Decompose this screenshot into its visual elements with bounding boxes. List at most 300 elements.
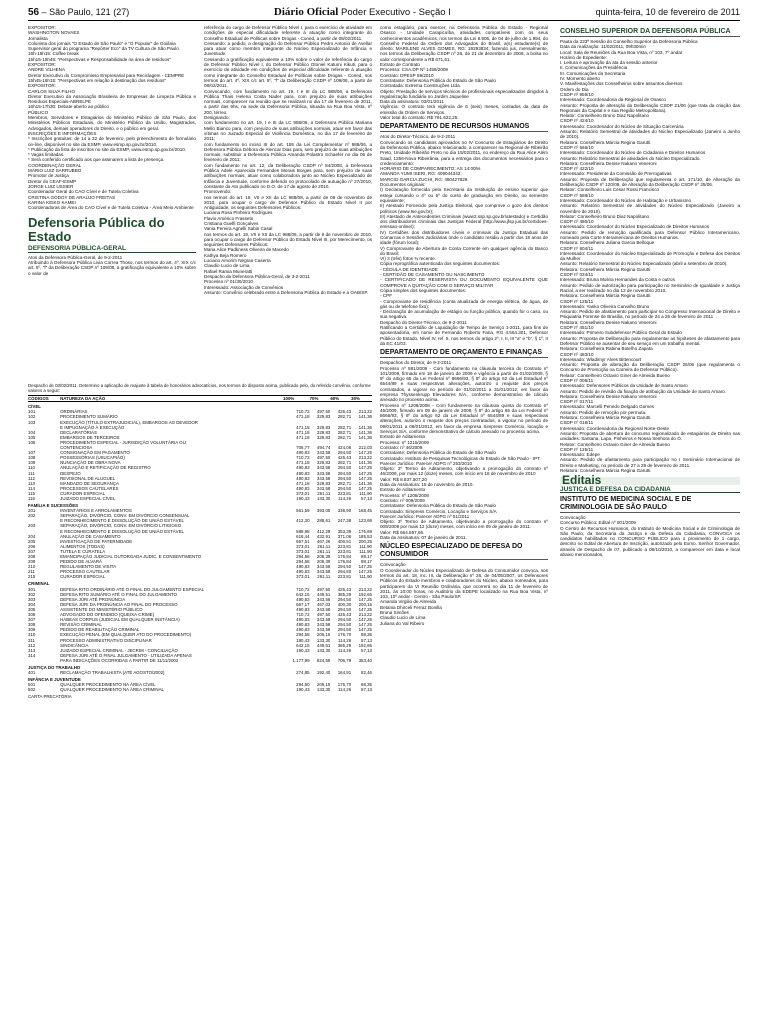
- col1-line: Coordenador Geral do CAO Cível e de Tutela Coletiva: [28, 189, 139, 195]
- table-cell: 424,06: [337, 445, 352, 451]
- col1-line: 15h15-15h45: "Perspectivas e Responsabilidade na área de resíduos": [28, 56, 171, 62]
- table-cell: 82,46: [361, 670, 372, 676]
- conselho-line: Relatora: Conselheira Márcia Regina Garutti: [560, 139, 651, 145]
- table-cell: 311: [28, 637, 35, 643]
- rh-line: Atos do Diretor-Técnico, de 9-2-2011: [380, 134, 456, 140]
- page-header: [28, 6, 740, 21]
- col2-line: Luciana Rosa Pinheiro Rodrigues: [204, 210, 273, 216]
- rh-section-title: DEPARTAMENTO DE RECURSOS HUMANOS: [380, 123, 548, 132]
- table-category: INFÂNCIA E JUVENTUDE: [28, 677, 81, 683]
- table-cell: 88,17: [361, 559, 372, 565]
- orc-line: Contratado: Instituto de Pesquisas Tecnológicas do Estado de São Paulo - IPT: [380, 455, 541, 461]
- table-cell: 710,72: [296, 612, 310, 618]
- col1-line: Diretor Executivo da Associação Brasileira de Empresas de Limpeza Pública e Resíduos Especiais-ABRELPE: [28, 93, 196, 105]
- col3-line: Data da assinatura: 03/01/2011: [380, 99, 444, 105]
- conselho-line: Interessado: Primeiro Subdefensor Público Geral do Estado: [560, 330, 682, 336]
- table-cell: 329,83: [316, 414, 331, 420]
- conselho-line: Relatora: Conselheira Denise Nakano Veneroni: [560, 160, 657, 166]
- table-cell: 353,40: [358, 657, 372, 663]
- table-header-cell: 70%: [310, 396, 331, 402]
- table-cell: EXECUÇÃO (TÍTULO EXTRAJUDICIAL), EMBARGOS AO DEVEDOR: [60, 419, 198, 425]
- table-cell: 190,43: [296, 495, 310, 501]
- header-center: [274, 6, 451, 18]
- conselho-line: Relator: Conselheiro Octavio Giner de Almeida Bueno: [560, 441, 670, 447]
- col1-line: Jornalista: [28, 35, 48, 41]
- conselho-line: Assunto: Pedido de remoção qualificada para Defensor Público Interamericano, nomeado pela Corte Interamericana de Direitos Humanos.: [560, 229, 740, 240]
- table-cell: 147,25: [358, 485, 372, 491]
- table-cell: 490,83: [296, 485, 310, 491]
- conselho-line: Assunto: Relatório Semestral do Núcleo Especializado (abril a setembro de 2010).: [560, 261, 728, 267]
- conselho-line: Interessado: Edepe: [560, 452, 600, 458]
- col2-line: Kathya Beja Romero: [204, 252, 247, 258]
- table-intro: Despacho de 03/02/2011. Determino a aplicação de reajuste à tabela de honorários advocatícios, nos termos do disposto acima, publicado pelo, do referido convênio, conforme valores a seguir:: [28, 383, 371, 394]
- defensoria-subtitle: DEFENSORIA PÚBLICA-GERAL: [28, 246, 196, 252]
- table-cell: 706,79: [337, 657, 352, 663]
- col1-tail-line: Atribuindo à Defensora Pública Livia Correa Thoso, nos termos do art. 4º, XIX c/c art. 5º, "f" da Deliberação CSDP nº 109/08, a gratificação equivalente a 10% sobre o valor de: [28, 259, 196, 276]
- table-cell: MANDADO DE SEGURANÇA: [60, 480, 119, 486]
- table-cell: 308: [28, 622, 36, 628]
- rh-line: VI) 3 (três) fotos ¾ recente.: [380, 256, 436, 262]
- rh-line: Documentos originais:: [380, 182, 426, 188]
- rh-line: Ratificando a Certidão de Liquidação de Tempo de Serviço 1-2011, para fins de aposentadoria, em nome de Fernando Roberto Faria, RG 4.564.301, Defensor Público do Estado, Nível IV, ref. 5, nos termos do artigo 2º, I, II, III "a" e "b", § 1º, II da EC 41/03.: [380, 325, 548, 346]
- table-cell: 329,83: [316, 429, 331, 435]
- table-cell: 309: [28, 627, 36, 633]
- col1-line: ANDRE VILHENA: [28, 67, 66, 73]
- col2-line: Vania Pereira Agnelli Sabin Casal: [204, 226, 273, 232]
- table-cell: PROCEDIMENTO ESPECIAL - JURISDIÇÃO VOLUNTÁRIA OU: [60, 439, 186, 445]
- rh-line: Convocando os candidatos aprovados no IV Concurso de Estagiários de Direito da Defensoria Pública, abaixo relacionado, a comparecer na Regional de Ribeirão Preto, Unidade Ribeirão Preto no dia 15/02/2011, no endereço da Rua Alice Além Saad, 1256-Nova Ribeirânia, para a entrega dos documentos necessários para o credenciamento:: [380, 139, 548, 166]
- table-cell: QUALQUER PROCEDIMENTO NA ÁREA CÍVEL: [60, 682, 156, 688]
- table-cell: 208: [28, 554, 36, 559]
- orc-line: Processo nº 1208/2008 - Com fundamento na cláusula quinta do Contrato nº 46/2009, firmado em 09 de janeiro de 2009, § 8º do artigo 65 da Lei Federal nº 8666/93, § 8º do artigo 62 da Lei Estadual nº 6544/89 e suas respectivas alterações, autorizo o reajuste dos preços contratados, a vigorar no período de 09/01/2011 a 08/01/2012, em favor da empresa Simpress Comércio, locação e Serviços S/A, conforme demonstrativo de cálculo anexado no processo acima.: [380, 402, 548, 435]
- table-cell: 471,18: [296, 480, 310, 486]
- table-cell: 190,43: [296, 637, 310, 643]
- table-cell: 490,83: [296, 475, 310, 481]
- table-cell: 206,39: [316, 554, 331, 559]
- table-cell: 206: [28, 543, 36, 549]
- orc-line: Valor: R$ 664.857,66.: [380, 529, 425, 535]
- instituto-line: Concurso Público: Edital nº 001/2009: [560, 520, 636, 526]
- journal-section: Poder Executivo - Seção I: [341, 7, 451, 18]
- table-cell: 223,81: [337, 490, 352, 496]
- table-cell: 247,38: [337, 518, 352, 524]
- col1-lines: [28, 25, 196, 210]
- conselho-line: Assunto: Relatório Semestral de atividades do Núcleo Especializado (Janeiro a novembro de 2010).: [560, 203, 740, 214]
- table-cell: 449,51: [316, 642, 331, 648]
- table-cell: 261,11: [317, 543, 331, 549]
- table-cell: 618,44: [296, 533, 310, 539]
- table-cell: 176,70: [337, 682, 352, 688]
- table-cell: 282,71: [337, 460, 352, 466]
- table-cell: 147,25: [358, 450, 372, 456]
- orc-line: Parecer Jurídico: Parecer ADPG nº 253/2010: [380, 460, 473, 466]
- defensoria-title: Defensoria Pública do Estado: [28, 215, 165, 245]
- table-cell: 112: [28, 475, 35, 481]
- col2-line: Claudio Lucio de Lima: [204, 263, 250, 269]
- table-cell: 206,39: [316, 559, 331, 565]
- table-cell: REGULAMENTO DE VISITA: [60, 564, 117, 570]
- table-cell: REVISIONAL DE ALUGUEL: [60, 475, 116, 481]
- conselho-line: CSDP nº 451/10: [560, 325, 594, 331]
- rh-line: AMANDA YUMI ISERI, RG: 409044342;: [380, 171, 462, 177]
- conselho-line: CSDP nº 566/10: [560, 144, 594, 150]
- conselho-line: Interessado: Presidente da Comissão de Prerrogativas: [560, 171, 672, 177]
- table-cell: 213,22: [358, 586, 372, 592]
- table-cell: 223,81: [337, 574, 352, 580]
- table-cell: 147,25: [358, 627, 372, 633]
- conselho-line: CSDP nº 422/10: [560, 166, 594, 172]
- instituto-line: O Centro de Recursos Humanos, do Instituto de Medicina Social e de Criminologia de São Paulo, da Secretaria da Justiça e da Defesa da Cidadania, CONVOCA os candidatos habilitados no CONCURSO PÚBLICO para o provimento de 1 cargo, descrito no Edital de Abertura de Inscrição, autorizado pelo Exmo. Senhor Governador, através de Despacho de 07, publicado a 08/10/2010, a comparecer em data e local abaixo mencionados,: [560, 525, 740, 558]
- table-cell: 282,71: [337, 424, 352, 430]
- col1-line: 15h45-16h15: "Perspectivas em relação à destinação dos resíduos": [28, 77, 167, 83]
- table-cell: 588,98: [296, 528, 310, 534]
- table-cell: 215: [28, 574, 36, 580]
- table-cell: 261,11: [317, 490, 331, 496]
- table-cell: 385,29: [337, 591, 352, 597]
- col3-nucleo-lines: [380, 562, 548, 626]
- table-cell: 710,72: [296, 455, 310, 461]
- table-cell: SEPARAÇÃO, DIVÓRCIO, CONV. EM DIVÓRCIO LITIGIOSO: [60, 523, 182, 529]
- table-cell: 304: [28, 601, 36, 607]
- table-cell: 147,25: [358, 470, 372, 476]
- table-cell: 490,83: [296, 569, 310, 575]
- table-cell: 201: [28, 508, 36, 514]
- table-cell: 88,35: [361, 682, 372, 688]
- table-cell: ADVOGADO DO OFENDIDO (QUEIXA-CRIME): [60, 612, 155, 618]
- conselho-line: CSDP nº 018/11: [560, 420, 594, 426]
- table-cell: QUALQUER PROCEDIMENTO NA ÁREA CRIMINAL: [60, 687, 164, 693]
- rh-line: - CÉDULA DE IDENTIDADE: [380, 266, 438, 272]
- conselho-line: III. Comunicações da Secretaria: [560, 70, 626, 76]
- col2-line: Cessando: a pedido, a designação do Defensor Público Pedro Antonio de Avellar para atuar como membro integrante do Núcleo Especializado de Infância e Juventude.: [204, 40, 372, 57]
- table-cell: EMANCIPAÇÃO JUDICIAL OUTORGADA JUDIC. E CONSENTIMENTO: [60, 554, 202, 559]
- table-cell: 667,51: [296, 538, 310, 544]
- table-cell: 147,25: [358, 617, 372, 623]
- table-cell: 385,29: [337, 642, 352, 648]
- table-cell: 373,01: [296, 543, 310, 549]
- col1-line: EXPOSITOR:: [28, 83, 56, 89]
- conselho-line: Interessado: Defensores Públicos da Unidade de Santo Amaro: [560, 383, 688, 389]
- orcamento-section-title: DEPARTAMENTO DE ORÇAMENTO E FINANÇAS: [380, 349, 548, 358]
- col2-lines: [204, 25, 372, 295]
- table-cell: 213,22: [358, 612, 372, 618]
- table-cell: 329,83: [316, 434, 331, 440]
- table-cell: 471,18: [296, 460, 310, 466]
- header-place: São Paulo, 121 (27): [49, 7, 130, 17]
- table-header-cell: 100%: [283, 396, 309, 402]
- table-cell: 176,84: [337, 554, 352, 559]
- table-category-row: [28, 663, 372, 670]
- table-cell: 288,61: [316, 518, 331, 524]
- conselho-line: Relatora: Conselheira Denise Nakano Veneroni: [560, 393, 657, 399]
- table-cell: 467,26: [316, 538, 331, 544]
- table-cell: 190,43: [296, 687, 310, 693]
- table-cell: 192,40: [316, 670, 331, 676]
- table-cell: 192,65: [358, 591, 372, 597]
- table-cell: 502: [28, 687, 36, 693]
- orc-line: Extrato de Aditamento: [380, 487, 426, 493]
- col2-line: Cessando a gratificação equivalente a 10% sobre o valor de referência do cargo de Defensor Público Nível I, do Defensor Público Otoniel Katumi Kikuti, para o exercício de atividade em condições de especial dificuldade referente à atuação como integrante do Conselho Estadual de Políticas sobre Drogas - Coned, nos termos do art. 4º, XIX c/c art. 5º, "f" da Deliberação CSDP nº 109/08, a partir de 08/02/2011.: [204, 56, 372, 89]
- col4-inst-lines: [560, 515, 740, 557]
- conselho-line: Assunto: Proposta de alteração da Deliberação CSDP 21/06 (que trata da criação das Regionais da Capital e e sua Região Metropolitana).: [560, 102, 740, 113]
- table-cell: ORDINÁRIAS: [60, 409, 88, 415]
- table-cell: 303: [28, 596, 36, 602]
- nucleo-section-title: NÚCLEO ESPECIALIZADO DE DEFESA DO CONSUMIDOR: [380, 543, 548, 560]
- table-cell: 106: [28, 439, 36, 445]
- table-cell: PROCESSOS CAUTELARES: [60, 485, 119, 491]
- col1-line: * Vagas limitadas.: [28, 152, 65, 158]
- conselho-line: Relatora: Conselheira Denise Nakano Veneroni: [560, 319, 657, 325]
- conselho-line: Local: Sala de Reuniões da Rua Boa Vista, nº 103, 7º andar: [560, 49, 683, 55]
- col1-line: JORGE LUIZ USSIER: [28, 183, 74, 189]
- conselho-line: CSDP nº 483/10: [560, 351, 594, 357]
- col1-line: WASHINGTON NOVAES: [28, 30, 80, 36]
- table-cell: 706,77: [296, 445, 310, 451]
- rh-line: V) Comprovante de Abertura de Conta Corrente em qualquer agência do Banco do Brasil;: [380, 245, 548, 256]
- table-cell: 343,58: [316, 617, 331, 623]
- rh-line: Cópia simples dos seguintes documentos:: [380, 287, 467, 293]
- table-category: CRIMINAL: [28, 581, 50, 587]
- col3-line: como estagiário, para exercer, na Defensoria Pública do Estado - Regional Osasco - Unidade Carapicuíba, atividades compatíveis com os seus conhecimentos acadêmicos, nos termos da Lei 8.906, de 04 de julho de 1.994, do Conselho Federal da Ordem dos Advogados do Brasil, a(s) estudante(s) de direito: MARILENE ALVES GOMES, RG: 19293834; fazendo jus, mensalmente, nos termos da Deliberação CSDP nº 26, de 21 de dezembro de 2006, a bolsa no valor correspondente a R$ 671,61.: [380, 25, 548, 62]
- table-cell: DEFESA JÚRI DA PRONÚNCIA AO FINAL DO PROCESSO: [60, 601, 178, 607]
- table-cell: 123,69: [358, 518, 372, 524]
- table-cell: 312: [28, 642, 36, 648]
- table-cell: 192,65: [358, 642, 372, 648]
- table-cell: 471,18: [296, 429, 310, 435]
- col2-line: Maria Alice Padkness Oliveira de Macedo: [204, 247, 289, 253]
- table-cell: 393,05: [316, 508, 331, 514]
- table-cell: 213,22: [358, 409, 372, 415]
- col2-line: Despacho da Defensora Pública-Geral, de 3-2-2011: [204, 273, 310, 279]
- table-cell: 213,22: [358, 455, 372, 461]
- col1-line: Membros, Servidores e Estagiários do Ministério Público de São Paulo, dos Ministérios Públicos Estaduais, do Ministério Público da União, Magistrados, Advogados, demais operadores do Direito, e o público em geral.: [28, 115, 196, 131]
- orc-line: Data da Assinatura: 15 de novembro de 2010.: [380, 482, 474, 488]
- table-cell: TUTELA E CURATELA: [60, 548, 106, 554]
- table-row: [28, 587, 372, 592]
- col2-line: nos termos do art. 19, VII e XII da LC 988/08, a partir de 09 de novembro de 2010, para ocupar o cargo de Defensor Público do Estado Nível II por Antiguidade, os seguintes Defensores Públicos:: [204, 194, 372, 211]
- orc-line: Contrato: nº 46/2009: [380, 444, 423, 450]
- table-cell: 57,13: [361, 647, 372, 653]
- table-cell: 57,13: [361, 637, 372, 643]
- table-footer: CARTA PRECATÓRIA: [28, 694, 72, 700]
- table-cell: REVISÃO CRIMINAL: [60, 622, 102, 628]
- table-header-cell: 60%: [330, 396, 351, 402]
- table-cell: 432,91: [316, 533, 331, 539]
- table-cell: 494,74: [316, 445, 331, 451]
- table-cell: CONTENCIOSA: [60, 445, 93, 451]
- table-cell: 490,83: [296, 617, 310, 623]
- table-cell: 400,51: [337, 538, 352, 544]
- orc-line: Processo nº 881/2009 - Com fundamento na cláusula terceira do Contrato nº 101/2009, firmado em 18 de janeiro de 2009 e vigência a partir de 01/02/2009, § 8º do artigo 65 da Lei Federal nº 8666/93, § 8º do artigo 62 da Lei Estadual nº 6544/89 e suas respectivas alterações, autorizo o reajuste dos preços contratados, a vigorar no período de 01/02/2011 a 31/01/2012, em favor da empresa Thyssenkrupp Elevadores S/A., conforme demonstrativo de cálculo anexado no processo acima.: [380, 365, 548, 403]
- rh-line: - CERTIDÃO DE CASAMENTO OU NASCIMENTO: [380, 272, 485, 278]
- orc-line: Data da Assinatura: 07 de janeiro de 2011.: [380, 535, 467, 541]
- table-cell: 282,71: [337, 414, 352, 420]
- col4-lines: [560, 39, 740, 473]
- table-cell: 111,90: [359, 490, 372, 496]
- table-cell: 168,45: [358, 508, 372, 514]
- table-cell: 294,50: [337, 596, 352, 602]
- table-cell: 114,26: [338, 687, 352, 693]
- conselho-line: Relator: Conselheiro Luis Cesar Rossi Francisco: [560, 187, 660, 193]
- table-cell: 164,91: [337, 670, 352, 676]
- conselho-line: CSDP nº 424/10: [560, 118, 594, 124]
- table-header-cell: CÓDIGOS: [28, 396, 60, 402]
- table-cell: 223,81: [337, 543, 352, 549]
- table-header-cell: 30%: [351, 396, 372, 402]
- conselho-line: Assunto: Proposta de abertura de concurso regionalizado de estagiários de Direito nas unidades: Santana, Lapa, Pinheiros e Nossa Senhora do Ó.: [560, 430, 740, 442]
- conselho-line: Interessado: Coordenadoria da Regional de Osasco: [560, 97, 666, 103]
- table-cell: 497,50: [316, 409, 331, 415]
- col1-line: CRISTINA GODOY DE ARAÚJO FREITAS: [28, 194, 116, 200]
- orc-line: Contrato: nº 009/2009: [380, 497, 425, 503]
- table-cell: 205: [28, 538, 36, 544]
- col2-line: com fundamento no art. 12, da Deliberação CSDP nº 84/2008, a Defensora Pública Adele Aparecida Fernandes Morais Borges para, sem prejuízo de suas atribuições normais, atuar como colaboradora junto ao Núcleo Especializado de Infância e Juventude, conforme deferido no protocolado de autuação nº 27/2010, constante do Ato publicado no D.O. de 17 de agosto de 2010.: [204, 162, 372, 189]
- table-cell: 426,43: [337, 586, 352, 592]
- conselho-line: Assunto: Pedido de autorização para participação no Seminário de Igualdade e Justiça Racial, a ser realizado no dia 12 de novembro 2010.: [560, 282, 740, 293]
- table-cell: 212,03: [358, 445, 372, 451]
- conselho-line: Relatora: Conselheira Márcia Regina Garutti: [560, 415, 651, 421]
- orc-line: Processo: nº 1215/2009: [380, 439, 429, 445]
- col3-line: Contratante: Defensoria Pública do Estado de São Paulo: [380, 77, 496, 83]
- table-cell: 282,71: [337, 480, 352, 486]
- rh-line: IV) Certidões dos distribuidores cíveis e criminais da Justiça Estadual das Comarcas e Sessões Judiciárias onde o candidato residiu a partir dos 18 anos de idade (fórum local);: [380, 229, 548, 246]
- orc-line: Extrato de Aditamento: [380, 434, 426, 440]
- table-cell: 114,26: [338, 647, 352, 653]
- table-cell: 147,25: [358, 606, 372, 612]
- table-cell: PEDIDO DE REABILITAÇÃO CRIMINAL: [60, 627, 140, 633]
- conselho-line: I. Leitura e aprovação da ata da sessão anterior: [560, 60, 658, 66]
- table-category: JUSTIÇA DO TRABALHO: [28, 664, 81, 670]
- table-cell: 57,13: [361, 495, 372, 501]
- table-cell: 667,17: [296, 601, 310, 607]
- conselho-line: CSDP nº 034/11: [560, 272, 594, 278]
- rh-line: - CPF: [380, 293, 392, 299]
- table-cell: 107: [28, 450, 36, 456]
- col3-line: Valor total do contrato: R$ 791.622,25.: [380, 115, 459, 121]
- table-cell: 111,90: [359, 548, 372, 554]
- conselho-line: Assunto: Pedido de revisão da fixação de atribuição da Unidade de Santo Amaro.: [560, 388, 726, 394]
- table-cell: EMBARGOS DE TERCEIROS: [60, 434, 120, 440]
- table-cell: DEFESA JÚRI ATÉ O FINAL JULGAMENTO - UTILIZADA APENAS: [60, 652, 192, 658]
- table-cell: 343,58: [316, 627, 331, 633]
- table-cell: CURADOR ESPECIAL: [60, 574, 106, 580]
- table-cell: 490,83: [296, 627, 310, 633]
- table-cell: 343,58: [316, 564, 331, 570]
- table-cell: 329,83: [316, 480, 331, 486]
- orc-line: Despachos do Diretor, de 9-2-2011: [380, 360, 452, 366]
- col1-line: 16h15-17h30: Debate aberto ao público: [28, 104, 109, 110]
- table-cell: 147,25: [358, 596, 372, 602]
- nucleo-line: Claudio Lucio de Lima: [380, 615, 426, 621]
- conselho-line: Interessado: Marcelli Penedo Delgado Gomes: [560, 404, 654, 410]
- conselho-line: CSDP nº 480/10: [560, 219, 594, 225]
- conselho-section-title: CONSELHO SUPERIOR DA DEFENSORIA PÚBLICA: [560, 28, 740, 37]
- conselho-line: Relator: Conselheiro Bruno Diaz Napolitano: [560, 113, 650, 119]
- nucleo-line: Betania Dhirceli Ferraz Bonilla: [380, 604, 442, 610]
- table-cell: 133,30: [316, 637, 331, 643]
- table-cell: 329,83: [316, 460, 331, 466]
- table-cell: 147,25: [358, 622, 372, 628]
- instituto-line: Convocação: [560, 514, 586, 520]
- table-cell: 373,01: [296, 574, 310, 580]
- table-cell: 113: [28, 480, 35, 486]
- table-cell: 306: [28, 612, 36, 618]
- table-cell: 210: [28, 564, 36, 570]
- journal-name: Diário Oficial: [273, 6, 339, 18]
- col1-line: INSCRIÇÕES E INFORMAÇÕES: [28, 130, 97, 136]
- table-cell: E IMPUGNAÇÃO À EXECUÇÃO: [60, 424, 125, 430]
- col1-line: Colunista dos jornais "O Estado de São Paulo" e "O Popular" de Goiânia: [28, 40, 176, 46]
- conselho-line: CSDP nº 588/10: [560, 192, 594, 198]
- conselho-line: IV. Momento aberto: [560, 76, 600, 82]
- table-cell: PROCESSO ADMINISTRATIVO DISCIPLINAR: [60, 637, 152, 643]
- columns: [28, 21, 740, 1024]
- table-cell: 88,17: [361, 554, 372, 559]
- conselho-line: Relator: Conselheiro Octavio Giner de Almeida Bueno: [560, 372, 670, 378]
- table-cell: 343,58: [316, 450, 331, 456]
- col1-line: COORDENAÇÃO GERAL: [28, 162, 82, 168]
- table-cell: 261,11: [317, 548, 331, 554]
- col2-line: Promovendo:: [204, 189, 232, 195]
- col1-line: KARINA KEIKO KAMEI: [28, 199, 76, 205]
- table-cell: 490,83: [296, 470, 310, 476]
- table-cell: ASSISTENTE DO MINISTÉRIO PÚBLICO: [60, 606, 143, 612]
- table-cell: PROCESSO CAUTELAR: [60, 569, 110, 575]
- table-cell: 294,50: [337, 617, 352, 623]
- conselho-line: II. Comunicações da Presidência: [560, 65, 628, 71]
- orc-line: Contratante: Defensoria Pública do Estado de São Paulo: [380, 503, 496, 509]
- table-cell: 141,36: [358, 434, 372, 440]
- table-cell: 343,58: [316, 475, 331, 481]
- table-cell: 185,53: [358, 533, 372, 539]
- table-cell: 114,26: [338, 495, 352, 501]
- table-cell: 314: [28, 652, 36, 658]
- conselho-line: Data da realização: 11/02/2011, 09h30min: [560, 44, 646, 50]
- table-cell: CURADOR ESPECIAL: [60, 490, 106, 496]
- table-cell: 176,70: [337, 632, 352, 638]
- table-cell: 373,01: [296, 490, 310, 496]
- table-cell: 412,30: [296, 518, 310, 524]
- table-cell: 501: [28, 682, 36, 688]
- conselho-line: Ordem do Dia: [560, 86, 589, 92]
- table-cell: 642,15: [296, 591, 310, 597]
- table-cell: 141,36: [358, 460, 372, 466]
- table-cell: 353,39: [337, 528, 352, 534]
- conselho-line: CSDP nº 959/10: [560, 91, 594, 97]
- nucleo-line: Juliana do Val Ribeiro: [380, 620, 425, 626]
- table-cell: 490,83: [296, 596, 310, 602]
- table-cell: 133,30: [316, 687, 331, 693]
- rh-line: III) Atestado de Antecedentes Criminais (www2.ssp.sp.gov.br/atestado) e Certidão dos distribuidores criminais das Justiças Federal (http://www.jfsp.jus.br/certidoes-emissao-online/);: [380, 213, 548, 230]
- table-cell: SINDICÂNCIA: [60, 642, 89, 648]
- conselho-line: Relatora: Conselheira Márcia Regina Garutti: [560, 468, 651, 474]
- conselho-line: Assunto: Proposta de Deliberação que regulamenta o art. 171/10, de Alteração da Deliberação CSDP nº 120/09, de Alteração da Deliberação CSDP nº 25/06.: [560, 176, 740, 188]
- table-cell: 426,43: [337, 612, 352, 618]
- table-cell: 497,50: [316, 586, 331, 592]
- conselho-line: Assunto: Pedido de remoção por permuta.: [560, 409, 647, 415]
- table-cell: EXECUÇÃO PENAL (EM QUALQUER ATO DO PROCEDIMENTO): [60, 632, 192, 638]
- rh-line: Despacho do Diretor-Técnico, de 9-2-2011: [380, 319, 467, 325]
- col1-line: PÚBLICO: [28, 109, 49, 115]
- col1-line: Diretor Executivo do Compromisso Empresarial para Reciclagem - CEMPRE: [28, 72, 185, 78]
- table-cell: 301: [28, 586, 36, 592]
- col2-line: com fundamento no art. 19, I e III da LC 988/06, a Defensora Pública Mariana Mello Bianco para, com prejuízo de suas atribuições normais, atuar em favor das vítimas no Juizado Especial de Violência Doméstica, no dia 17 de fevereiro de 2011;: [204, 120, 372, 142]
- table-cell: 101: [28, 409, 36, 415]
- table-header-cell: NATUREZA DA AÇÃO: [60, 396, 283, 402]
- table-cell: NUNCIAÇÃO DE OBRA NOVA: [60, 460, 121, 466]
- table-cell: DECLARATÓRIAS: [60, 429, 97, 435]
- col2-line: Luciano Amorim Negrao Caserta: [204, 258, 271, 264]
